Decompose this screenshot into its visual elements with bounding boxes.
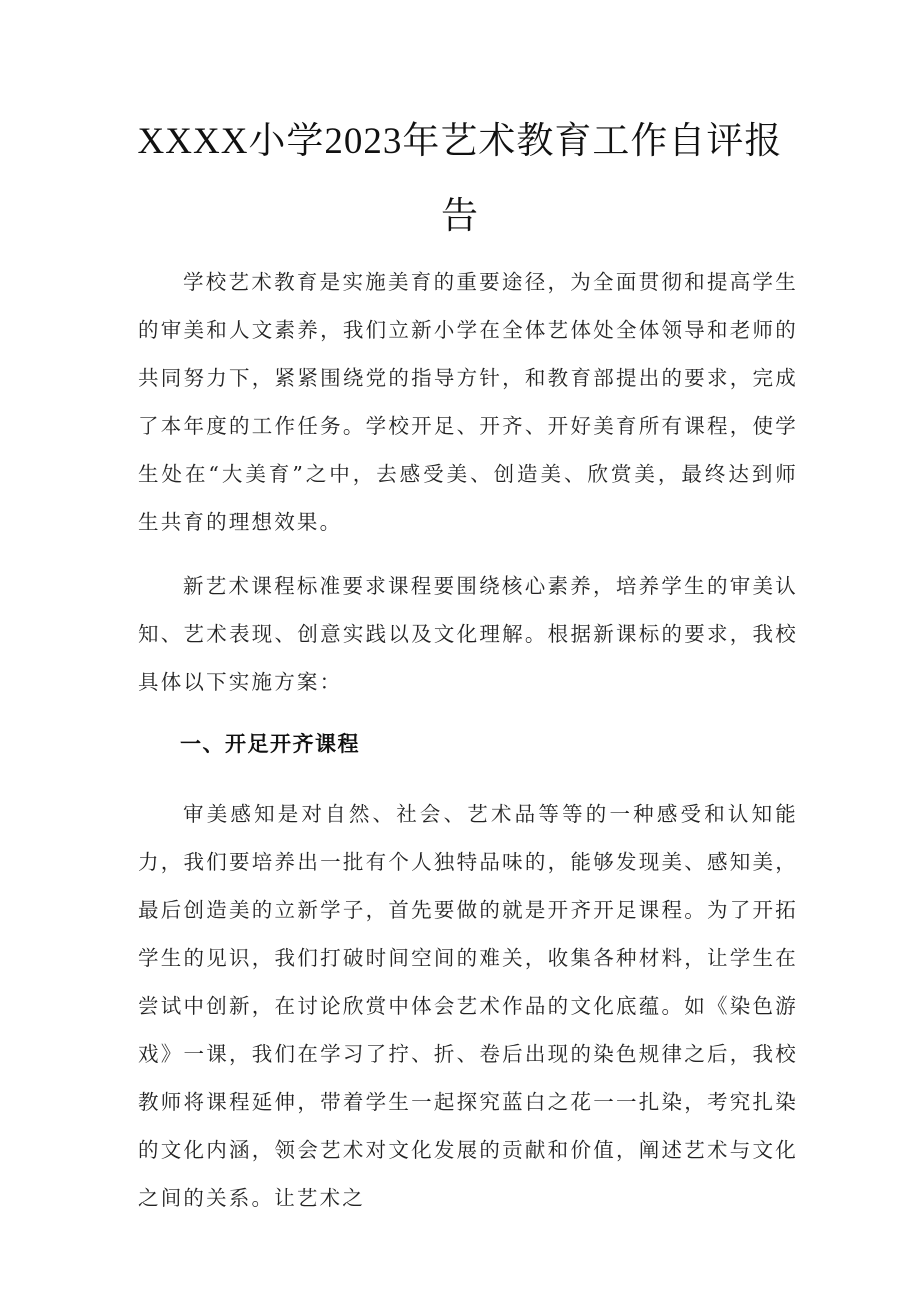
section-body-paragraph: 审美感知是对自然、社会、艺术品等等的一种感受和认知能力，我们要培养出一批有个人独特品味的，能够发现美、感知美，最后创造美的立新学子，首先要做的就是开齐开足课程。为了开拓学生的见识，我们打破时间空间的难关，收集各种材料，让学生在尝试中创新，在讨论欣赏中体会艺术作品的文化底蕴。如《染色游戏》一课，我们在学习了拧、折、卷后出现的染色规律之后，我校教师将课程延伸，带着学生一起探究蓝白之花一一扎染，考究扎染的文化内涵，领会艺术对文化发展的贡献和价值，阐述艺术与文化之间的关系。让艺术之 xyxy=(138,802,798,1210)
section-heading: 一、开足开齐课程 xyxy=(180,732,360,756)
intro-paragraph: 学校艺术教育是实施美育的重要途径，为全面贯彻和提高学生的审美和人文素养，我们立新小学在全体艺体处全体领导和老师的共同努力下，紧紧围绕党的指导方针，和教育部提出的要求，完成了本年度的工作任务。学校开足、开齐、开好美育所有课程，使学生处在“大美育”之中，去感受美、创造美、欣赏美，最终达到师生共育的理想效果。 xyxy=(138,270,798,534)
document-title-continued: 告 xyxy=(441,196,479,237)
curriculum-standard-paragraph: 新艺术课程标准要求课程要围绕核心素养，培养学生的审美认知、艺术表现、创意实践以及文化理解。根据新课标的要求，我校具体以下实施方案： xyxy=(138,574,798,694)
document-title: XXXX小学2023年艺术教育工作自评报 xyxy=(137,121,783,162)
